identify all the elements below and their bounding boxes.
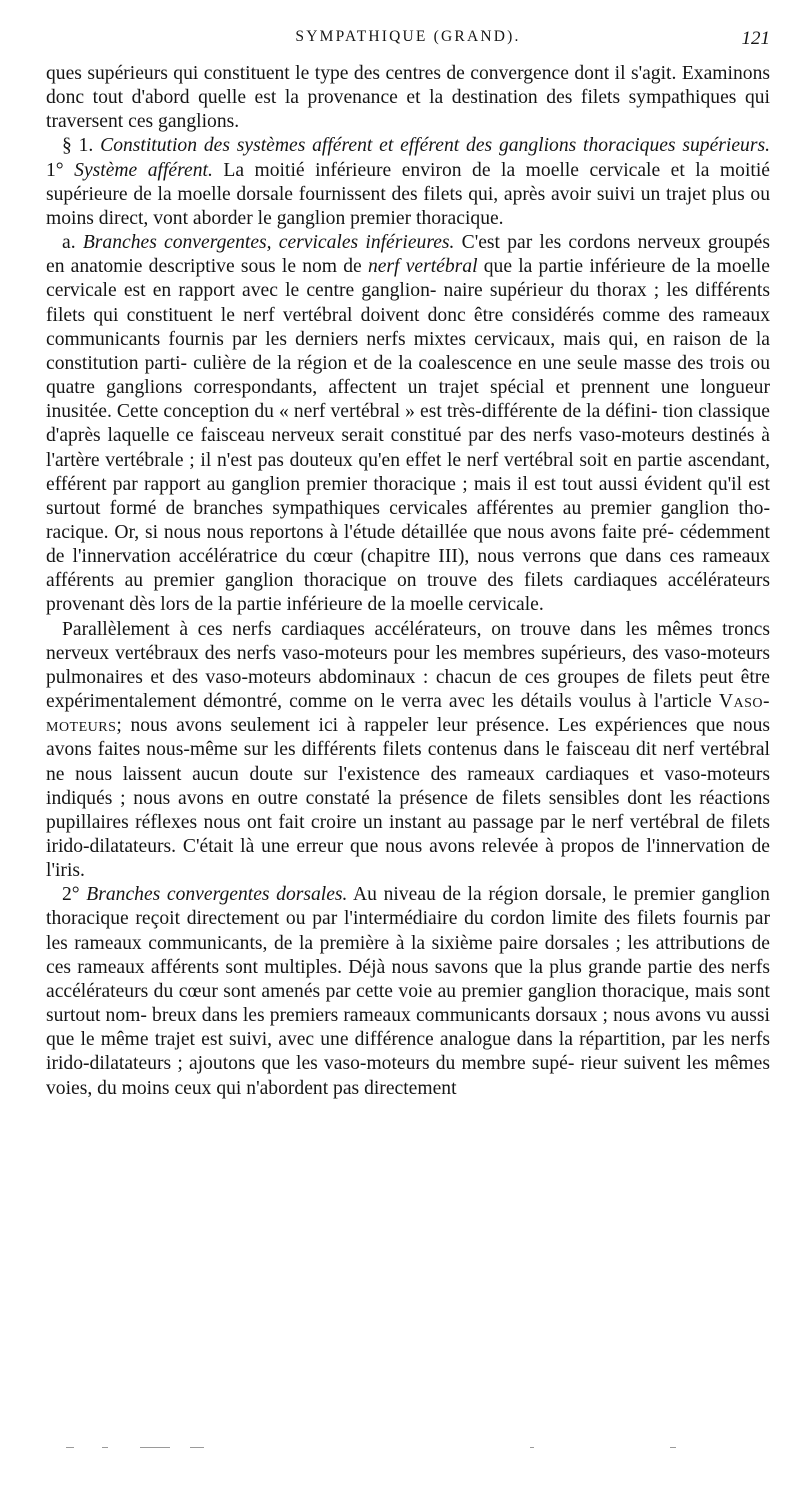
- speck: [190, 1447, 204, 1448]
- running-header: [46, 28, 770, 56]
- paragraph-text: ques supérieurs qui constituent le type des centres de convergence dont il s'agit. Examinons donc tout d'abord quelle est la provenance et la destination des filets sympathiques qui traversent ces ganglions.: [46, 63, 770, 133]
- speck: [670, 1447, 676, 1448]
- paragraph-dorsal-branches: [46, 883, 770, 1100]
- paragraph-text: Au niveau de la région dorsale, le premier ganglion thoracique reçoit directement ou par l'intermédiaire du cordon limite des filets fournis par les rameaux communicants, de la première à la sixième paire dorsales ; les attributions de ces rameaux afférents sont multiples. Déjà nous savons que la plus grande partie des nerfs accélérateurs du cœur sont amenés par cette voie au premier ganglion thoracique, mais sont surtout nom- breux dans les premiers rameaux communicants dorsaux ; nous avons vu aussi que le même trajet est suivi, avec une différence analogue dans la répartition, par les nerfs irido-dilatateurs ; ajoutons que les vaso-moteurs du membre supé- rieur suivent les mêmes voies, du moins ceux qui n'abordent pas directement: [46, 884, 770, 1099]
- paragraph-cervical-branches: [46, 231, 770, 618]
- paragraph-text: C'est par les cordons nerveux groupés en anatomie descriptive sous le nom de: [46, 232, 770, 278]
- paragraph-text: La moitié inférieure environ de la moelle cervicale et la moitié supérieure de la moelle dorsale fournissent des filets qui, après avoir suivi un trajet plus ou moins direct, vont aborder le ganglion premier thoracique.: [46, 159, 770, 229]
- paragraph-text: ; nous avons seulement ici à rappeler leur présence. Les expériences que nous avons faites nous-même sur les différents filets contenus dans le faisceau dit nerf vertébral ne nous laissent aucun doute sur l'existence des rameaux cardiaques et vaso-moteurs indiqués ; nous avons en outre constaté la présence de filets sensibles dont les réactions pupillaires réflexes nous ont fait croire un instant au passage par le nerf vertébral de filets irido-dilatateurs. C'était là une erreur que nous avons relevée à propos de l'innervation de l'iris.: [46, 715, 770, 882]
- subsection-number: 1°: [46, 159, 64, 181]
- item-title: Branches convergentes, cervicales inférieures.: [82, 232, 455, 254]
- term-nerf-vertebral: nerf vertébral: [367, 256, 478, 278]
- paragraph-vasomotor: [46, 618, 770, 884]
- paragraph-text: que la partie inférieure de la moelle cervicale est en rapport avec le centre ganglion- naire supérieur du thorax ; les différents filets qui constituent le nerf vertébral doivent donc être considérés comme des rameaux communicants fournis par les derniers nerfs mixtes cervicaux, mais qui, en raison de la constitution parti- culière de la région et de la coalescence en une seule masse des trois ou quatre ganglions correspondants, affectent un trajet spécial et prennent une longueur inusitée. Cette conception du « nerf vertébral » est très-différente de la défini- tion classique d'après laquelle ce faisceau nerveux serait constitué par des nerfs vaso-moteurs destinés à l'artère vertébrale ; il n'est pas douteux qu'en effet le nerf vertébral soit en partie ascendant, efférent par rapport au ganglion premier thoracique ; mais il est tout aussi évident qu'il est surtout formé de branches sympathiques cervicales afférentes au premier ganglion tho- racique. Or, si nous nous reportons à l'étude détaillée que nous avons faite pré- cédemment de l'innervation accélératrice du cœur (chapitre III), nous verrons que dans ces rameaux afférents au premier ganglion thoracique on trouve des filets cardiaques accélérateurs provenant dès lors de la partie inférieure de la moelle cervicale.: [46, 256, 770, 616]
- item-marker: a.: [62, 232, 76, 254]
- subsection-title: Système afférent.: [74, 159, 213, 181]
- item-title: Branches convergentes dorsales.: [86, 884, 348, 906]
- speck: [530, 1447, 534, 1448]
- speck: [102, 1447, 108, 1448]
- speck: [66, 1447, 74, 1448]
- speck: [140, 1447, 170, 1448]
- paragraph-continuation: [46, 62, 770, 134]
- page: [46, 28, 770, 1101]
- page-number: 121: [741, 28, 770, 49]
- item-marker: 2°: [62, 884, 80, 906]
- paragraph-section-1: [46, 134, 770, 231]
- section-number: § 1.: [62, 135, 94, 157]
- body-text: [46, 62, 770, 1101]
- cross-reference: Vaso-moteurs: [46, 691, 770, 737]
- section-title: Constitution des systèmes afférent et efférent des ganglions thoraciques supérieurs.: [100, 135, 770, 157]
- print-specks: [60, 1445, 700, 1451]
- running-title: SYMPATHIQUE (GRAND).: [295, 28, 521, 45]
- paragraph-text: Parallèlement à ces nerfs cardiaques accélérateurs, on trouve dans les mêmes troncs nerveux vertébraux des nerfs vaso-moteurs pour les membres supérieurs, des vaso-moteurs pulmonaires et des vaso-moteurs abdominaux : chacun de ces groupes de filets peut être expérimentalement démontré, comme on le verra avec les détails voulus à l'article: [46, 618, 770, 713]
